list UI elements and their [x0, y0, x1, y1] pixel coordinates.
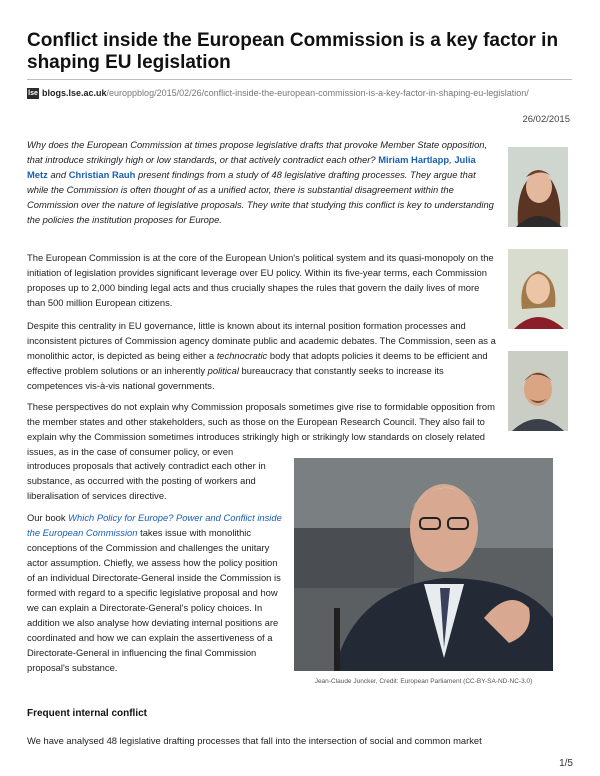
intro-sep-1: ,: [449, 154, 455, 165]
section-heading: Frequent internal conflict: [27, 708, 148, 719]
body-paragraph-4: [27, 510, 285, 675]
body-paragraph-2: [27, 318, 497, 393]
intro-text-2: present findings from a study of 48 legislative drafting processes. They argue that while the Commission is often thought of as a unified actor, there is substantial disagreement within the Commission over the nature of legislative proposals. They write that studying this conflict is key to understanding the policies the institution proposes for Europe.: [27, 169, 494, 225]
p2-text-c: bureaucracy that constantly seeks to increase its competences vis-à-vis national governments.: [27, 365, 444, 391]
author-link-metz[interactable]: Julia Metz: [27, 154, 476, 180]
intro-text-1: Why does the European Commission at times propose legislative drafts that provoke Member State opposition, that introduce strikingly high or low standards, or that actively contradict each other?: [27, 139, 488, 165]
p2-text-b: body that adopts policies it deems to be efficient and effective problem solutions or an inherently: [27, 350, 488, 376]
article-title: Conflict inside the European Commission is a key factor in shaping EU legislation: [27, 30, 559, 73]
p4-text-b: takes issue with monolithic conceptions of the Commission and challenges the unitary actor assumption. Chiefly, we assess how the policy position of an individual Directorate-General inside the Commission is formed with regard to a specific legislative proposal and how we can explain a Directorate-General's policy choices. In addition we also analyse how deviating internal positions are coordinated and how we can explain the assertiveness of a Directorate-General in influencing the final Commission proposal's substance.: [27, 527, 281, 673]
author-photo-rauh: [508, 351, 568, 431]
book-link[interactable]: Which Policy for Europe? Power and Conflict inside the European Commission: [27, 512, 282, 538]
publish-date: 26/02/2015: [522, 114, 570, 125]
lse-logo-icon: lse: [28, 90, 38, 98]
source-path[interactable]: /europpblog/2015/02/26/conflict-inside-the-european-commission-is-a-key-factor-in-shaping-eu-legislation/: [106, 88, 529, 98]
body-paragraph-5: We have analysed 48 legislative drafting processes that fall into the intersection of social and common market: [27, 735, 482, 746]
title-divider: [27, 79, 572, 80]
p2-em-political: political: [207, 365, 239, 376]
intro-paragraph: [27, 137, 497, 227]
author-photo-hartlapp: [508, 147, 568, 227]
author-link-rauh[interactable]: Christian Rauh: [68, 169, 136, 180]
body-paragraph-3a: These perspectives do not explain why Commission proposals sometimes give rise to formidable opposition from the member states and other stakeholders, such as those on the European Research Council. They also fail to explain why the Commission sometimes introduces strikingly high or strikingly low standards on closely related issues, as in the case of consumer policy, or even: [27, 401, 495, 457]
page-number: 1/5: [559, 758, 573, 769]
p2-text-a: Despite this centrality in EU governance, little is known about its internal position formation processes and inconsistent pictures of Commission agency dominate public and academic debates. The Commission, seen as a monolithic actor, is depicted as being either a: [27, 320, 496, 361]
p4-text-a: Our book: [27, 512, 69, 523]
p2-em-technocratic: technocratic: [216, 350, 268, 361]
source-host[interactable]: blogs.lse.ac.uk: [42, 88, 107, 98]
source-url[interactable]: [27, 85, 587, 101]
body-paragraph-3b: introduces proposals that actively contradict each other in substance, as occurred with the posting of workers and liberalisation of services directive.: [27, 460, 266, 501]
intro-sep-2: and: [47, 169, 69, 180]
figure-caption: Jean-Claude Juncker, Credit: European Parliament (CC-BY-SA-ND-NC-3.0): [314, 678, 533, 685]
author-photo-metz: [508, 249, 568, 329]
author-link-hartlapp[interactable]: Miriam Hartlapp: [378, 154, 450, 165]
body-paragraph-1: The European Commission is at the core of the European Union's political system and its quasi-monopoly on the initiation of legislation provides significant leverage over EU policy. Within its five-year terms, each Commission proposes up to 2,000 binding legal acts and thus crucially shapes the rules that govern the daily lives of more than 500 million European citizens.: [27, 252, 494, 308]
juncker-photo: [294, 458, 553, 671]
